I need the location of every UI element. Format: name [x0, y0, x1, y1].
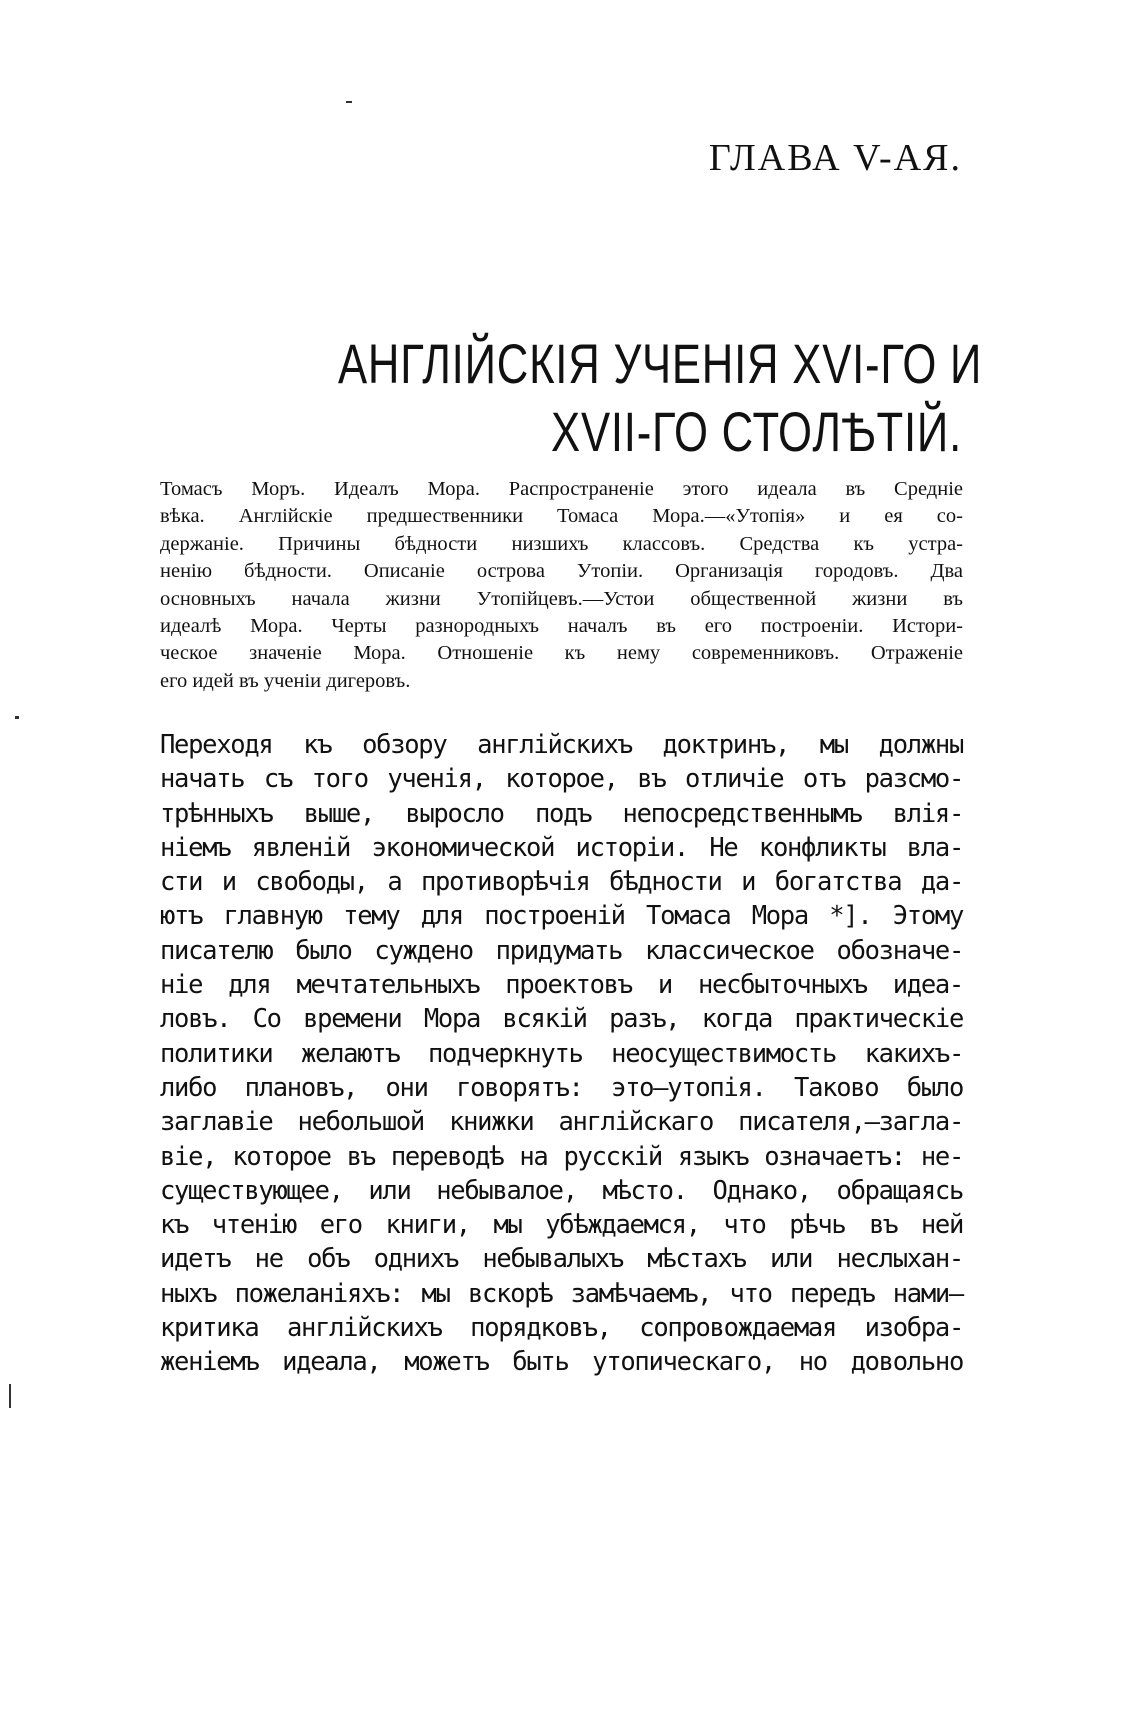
chapter-title-line: АНГЛІЙСКІЯ УЧЕНІЯ XVI-ГО И [338, 332, 983, 395]
body-line: ныхъ пожеланіяхъ: мы вскорѣ замѣчаемъ, что передъ нами— [160, 1278, 963, 1309]
chapter-summary [160, 476, 963, 695]
body-line: заглавіе небольшой книжки англійскаго писателя,—загла- [160, 1107, 963, 1138]
body-line: ніемъ явленій экономической исторіи. Не конфликты вла- [160, 832, 963, 863]
scan-speck [15, 716, 19, 719]
body-line: либо плановъ, они говорятъ: это—утопія. Таково было [160, 1072, 963, 1103]
body-line: писателю было суждено придумать классическое обозначе- [160, 935, 963, 966]
body-line: существующее, или небывалое, мѣсто. Однако, обращаясь [160, 1175, 963, 1206]
body-line: политики желаютъ подчеркнуть неосуществимость какихъ- [160, 1038, 963, 1069]
chapter-heading: ГЛАВА V-АЯ. [708, 137, 962, 179]
body-line: сти и свободы, а противорѣчія бѣдности и богатства да- [160, 867, 963, 898]
body-line: Переходя къ обзору англійскихъ доктринъ, мы должны [160, 730, 963, 760]
body-line: трѣнныхъ выше, выросло подъ непосредственнымъ влія- [160, 798, 963, 829]
body-line: женіемъ идеала, можетъ быть утопическаго, но довольно [160, 1347, 963, 1378]
chapter-title [338, 330, 983, 466]
body-line: віе, которое въ переводѣ на русскій языкъ означаетъ: не- [160, 1141, 963, 1172]
chapter-title-line: XVII-ГО СТОЛѢТІЙ. [551, 400, 962, 463]
summary-line: вѣка. Англійскіе предшественники Томаса Мора.—«Утопія» и ея со- [160, 505, 963, 528]
body-line: начать съ того ученія, которое, въ отличіе отъ разсмо- [160, 764, 963, 795]
body-line: ловъ. Со времени Мора всякій разъ, когда практическіе [160, 1004, 963, 1035]
summary-line: его идей въ ученіи дигеровъ. [160, 669, 411, 692]
summary-line: ческое значеніе Мора. Отношеніе къ нему современниковъ. Отраженіе [160, 642, 963, 665]
scan-speck [346, 101, 352, 103]
body-line: идетъ не объ однихъ небывалыхъ мѣстахъ или неслыхан- [160, 1244, 963, 1275]
summary-line: Томасъ Моръ. Идеалъ Мора. Распространеніе этого идеала въ Средніе [160, 478, 963, 500]
summary-line: основныхъ начала жизни Утопійцевъ.—Устои общественной жизни въ [160, 587, 963, 610]
body-line: къ чтенію его книги, мы убѣждаемся, что рѣчь въ ней [160, 1210, 963, 1241]
body-line: ніе для мечтательныхъ проектовъ и несбыточныхъ идеа- [160, 970, 963, 1001]
summary-line: держаніе. Причины бѣдности низшихъ классовъ. Средства къ устра- [160, 532, 963, 555]
scan-edge-line [9, 1384, 11, 1408]
body-paragraph [160, 728, 963, 1380]
body-line: ютъ главную тему для построеній Томаса Мора *]. Этому [160, 901, 963, 932]
summary-line: ненію бѣдности. Описаніе острова Утопіи. Организація городовъ. Два [160, 560, 963, 583]
body-line: критика англійскихъ порядковъ, сопровождаемая изобра- [160, 1313, 963, 1344]
summary-line: идеалѣ Мора. Черты разнородныхъ началъ въ его построеніи. Истори- [160, 615, 963, 638]
